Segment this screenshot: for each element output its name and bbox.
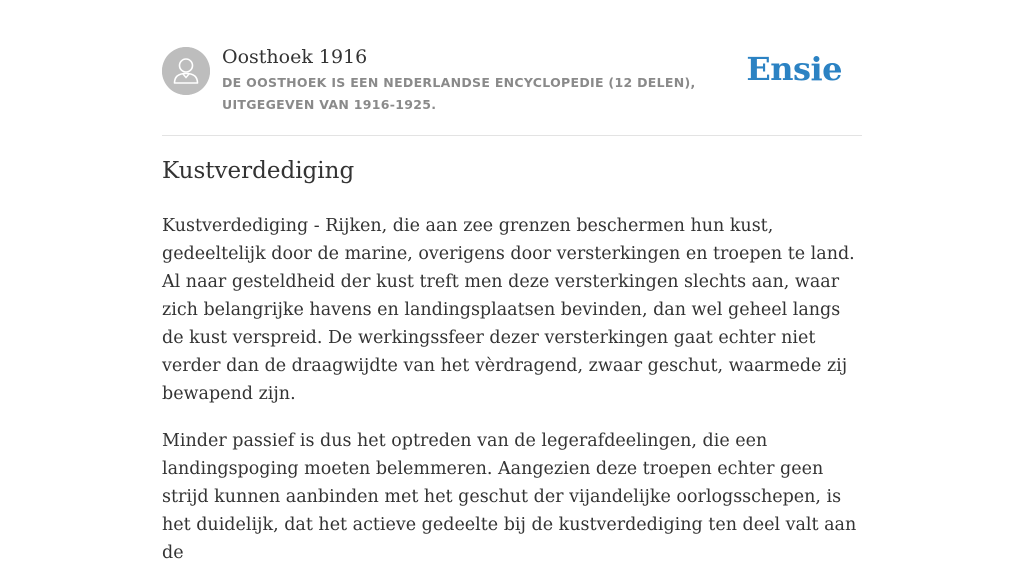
source-header [162, 0, 862, 136]
user-avatar-icon[interactable] [162, 47, 210, 95]
source-description: DE OOSTHOEK IS EEN NEDERLANDSE ENCYCLOPEDIE (12 DELEN), UITGEGEVEN VAN 1916-1925. [222, 75, 696, 112]
source-name[interactable]: Oosthoek 1916 [222, 46, 368, 68]
content-container [162, 0, 862, 563]
article-title: Kustverdediging [162, 158, 355, 184]
article-paragraph-2: Minder passief is dus het optreden van de legerafdeelingen, die een landingspoging moeten belemmeren. Aangezien deze troepen echter geen strijd kunnen aanbinden met het geschut der vijandelijke oorlogsschepen, is het duidelijk, dat het actieve gedeelte bij de kustverdediging ten deel valt aan de [162, 431, 857, 563]
article-body [162, 212, 862, 586]
ensie-logo[interactable]: Ensie [746, 50, 842, 88]
article-paragraph-1: Kustverdediging - Rijken, die aan zee grenzen beschermen hun kust, gedeeltelijk door de marine, overigens door versterkingen en troepen te land. Al naar gesteldheid der kust treft men deze versterkingen slechts aan, waar zich belangrijke havens en landingsplaatsen bevinden, dan wel geheel langs de kust verspreid. De werkingssfeer dezer versterkingen gaat echter niet verder dan de draagwijdte van het vèrdragend, zwaar geschut, waarmede zij bewapend zijn. [162, 216, 855, 404]
